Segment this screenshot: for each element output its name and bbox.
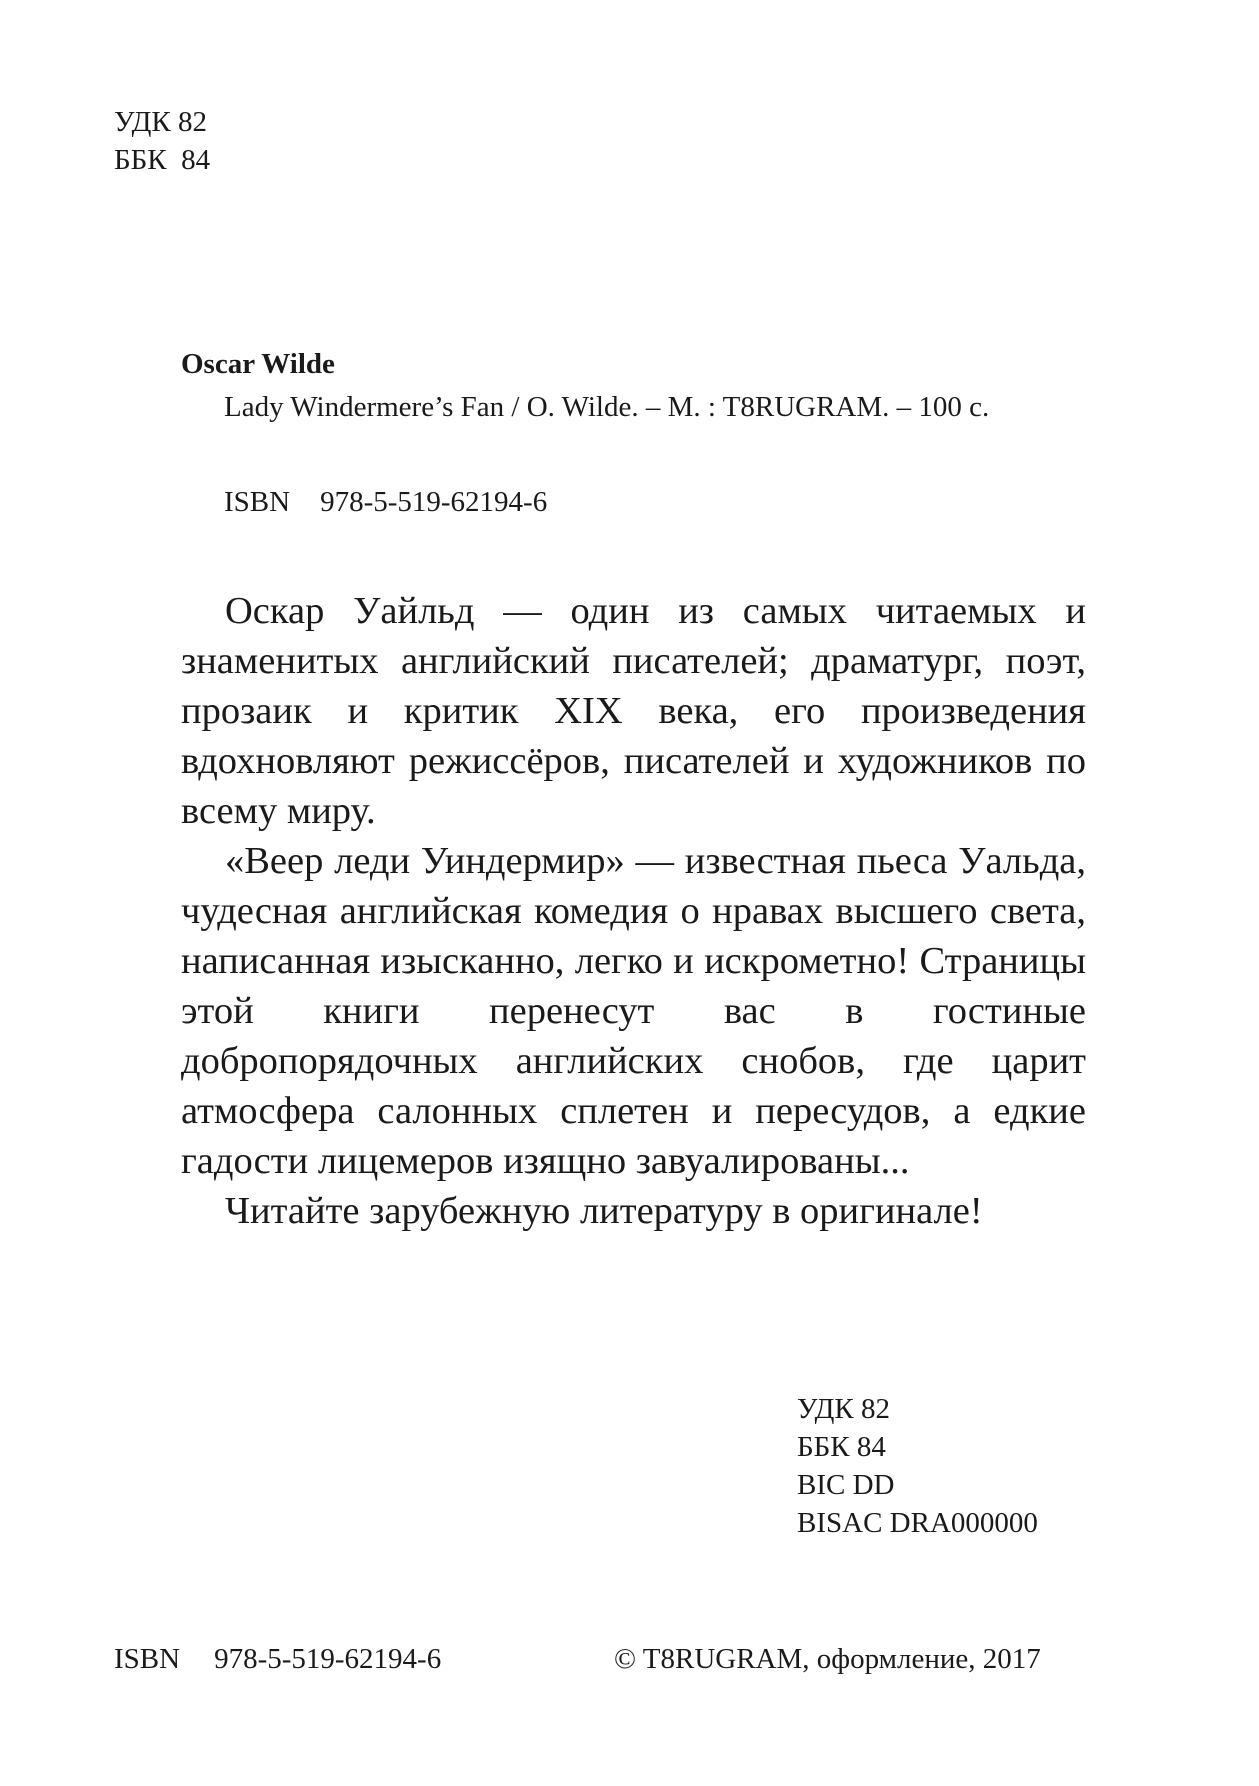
bibliographic-citation: Lady Windermere’s Fan / O. Wilde. – M. : T8RUGRAM. – 100 с. xyxy=(224,391,990,423)
annotation-paragraph: Оскар Уайльд — один из самых читаемых и знаменитых английский писателей; драматург, поэт, прозаик и критик XIX века, его произведения вдохновляют режиссёров, писателей и художников по всему миру. xyxy=(181,590,1086,832)
isbn-label: ISBN xyxy=(114,1643,181,1675)
annotation-paragraph: Читайте зарубежную литературу в оригинале! xyxy=(225,1190,983,1232)
udk-code: УДК 82 xyxy=(114,106,207,138)
classification-top xyxy=(114,103,210,179)
bisac-code: BISAC DRA000000 xyxy=(797,1507,1038,1539)
author-name: Oscar Wilde xyxy=(181,348,335,380)
classification-codes xyxy=(797,1390,1038,1542)
bbk-code: ББК 84 xyxy=(114,144,211,176)
isbn-number: 978-5-519-62194-6 xyxy=(214,1643,442,1675)
bbk-code: ББК 84 xyxy=(797,1431,886,1463)
copyright-notice: © T8RUGRAM, оформление, 2017 xyxy=(614,1643,1041,1675)
isbn-number: 978-5-519-62194-6 xyxy=(320,486,548,518)
isbn-block xyxy=(224,486,547,519)
isbn-label: ISBN xyxy=(224,486,291,518)
bic-code: BIC DD xyxy=(797,1469,895,1501)
annotation-paragraph: «Веер леди Уиндермир» — известная пьеса Уальда, чудесная английская комедия о нравах высшего света, написанная изысканно, легко и искрометно! Страницы этой книги перенесут вас в гостиные добропорядочных английских снобов, где царит атмосфера салонных сплетен и пересудов, а едкие гадости лицемеров изящно завуалированы... xyxy=(181,840,1086,1182)
annotation xyxy=(181,586,1086,1236)
udk-code: УДК 82 xyxy=(797,1393,890,1425)
isbn-bottom xyxy=(114,1643,441,1676)
